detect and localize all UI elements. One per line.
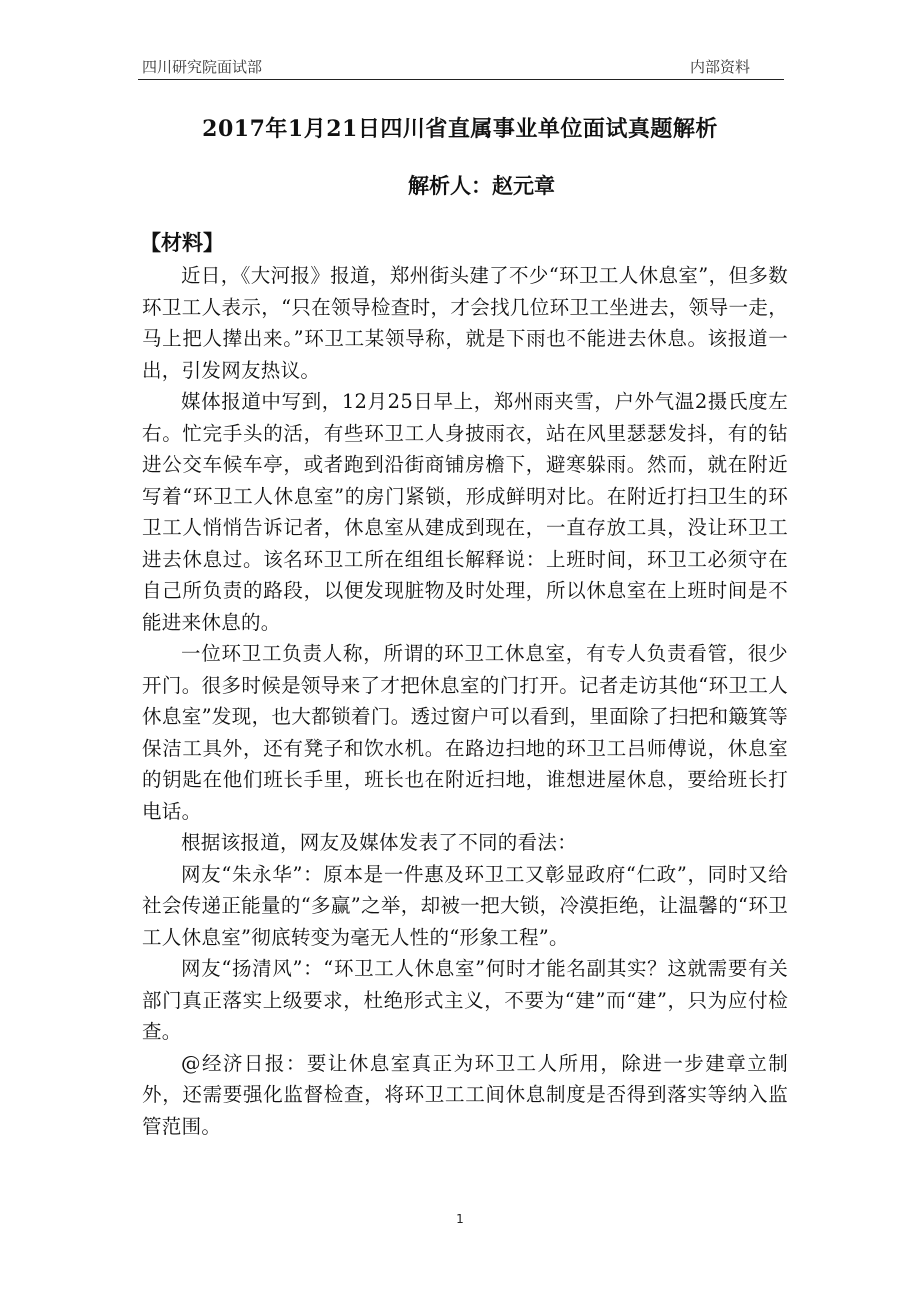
document-body	[142, 228, 788, 1142]
body-paragraph: 网友“朱永华”：原本是一件惠及环卫工又彰显政府“仁政”，同时又给社会传递正能量的“多赢”之举，却被一把大锁，冷漠拒绝，让温馨的“环卫工人休息室”彻底转变为毫无人性的“形象工程”。	[142, 862, 788, 949]
header-divider	[138, 79, 784, 80]
page-header	[138, 52, 782, 78]
body-paragraph: 媒体报道中写到，12月25日早上，郑州雨夹雪，户外气温2摄氏度左右。忙完手头的活，有些环卫工人身披雨衣，站在风里瑟瑟发抖，有的钻进公交车候车亭，或者跑到沿街商铺房檐下，避寒躲雨。然而，就在附近写着“环卫工人休息室”的房门紧锁，形成鲜明对比。在附近打扫卫生的环卫工人悄悄告诉记者，休息室从建成到现在，一直存放工具，没让环卫工进去休息过。该名环卫工所在组组长解释说：上班时间，环卫工必须守在自己所负责的路段，以便发现脏物及时处理，所以休息室在上班时间是不能进来休息的。	[142, 390, 788, 634]
analyst-line: 解析人：赵元章	[408, 173, 555, 198]
body-paragraph: 一位环卫工负责人称，所谓的环卫工休息室，有专人负责看管，很少开门。很多时候是领导来了才把休息室的门打开。记者走访其他“环卫工人休息室”发现，也大都锁着门。透过窗户可以看到，里面除了扫把和簸箕等保洁工具外，还有凳子和饮水机。在路边扫地的环卫工吕师傅说，休息室的钥匙在他们班长手里，班长也在附近扫地，谁想进屋休息，要给班长打电话。	[142, 642, 788, 823]
body-paragraph: @经济日报：要让休息室真正为环卫工人所用，除进一步建章立制外，还需要强化监督检查，将环卫工工间休息制度是否得到落实等纳入监管范围。	[142, 1051, 788, 1138]
body-paragraph: 近日，《大河报》报道，郑州街头建了不少“环卫工人休息室”，但多数环卫工人表示，“只在领导检查时，才会找几位环卫工坐进去，领导一走，马上把人撵出来。”环卫工某领导称，就是下雨也不能进去休息。该报道一出，引发网友热议。	[142, 264, 788, 382]
body-paragraph: 根据该报道，网友及媒体发表了不同的看法：	[181, 831, 578, 854]
header-organization: 四川研究院面试部	[142, 58, 263, 76]
header-classification: 内部资料	[689, 58, 750, 76]
document-title: 2017年1月21日四川省直属事业单位面试真题解析	[202, 116, 718, 142]
page-number: 1	[456, 1212, 464, 1226]
section-heading-material: 【材料】	[140, 230, 224, 255]
body-paragraph: 网友“扬清风”：“环卫工人休息室”何时才能名副其实？这就需要有关部门真正落实上级要求，杜绝形式主义，不要为“建”而“建”，只为应付检查。	[142, 957, 788, 1043]
